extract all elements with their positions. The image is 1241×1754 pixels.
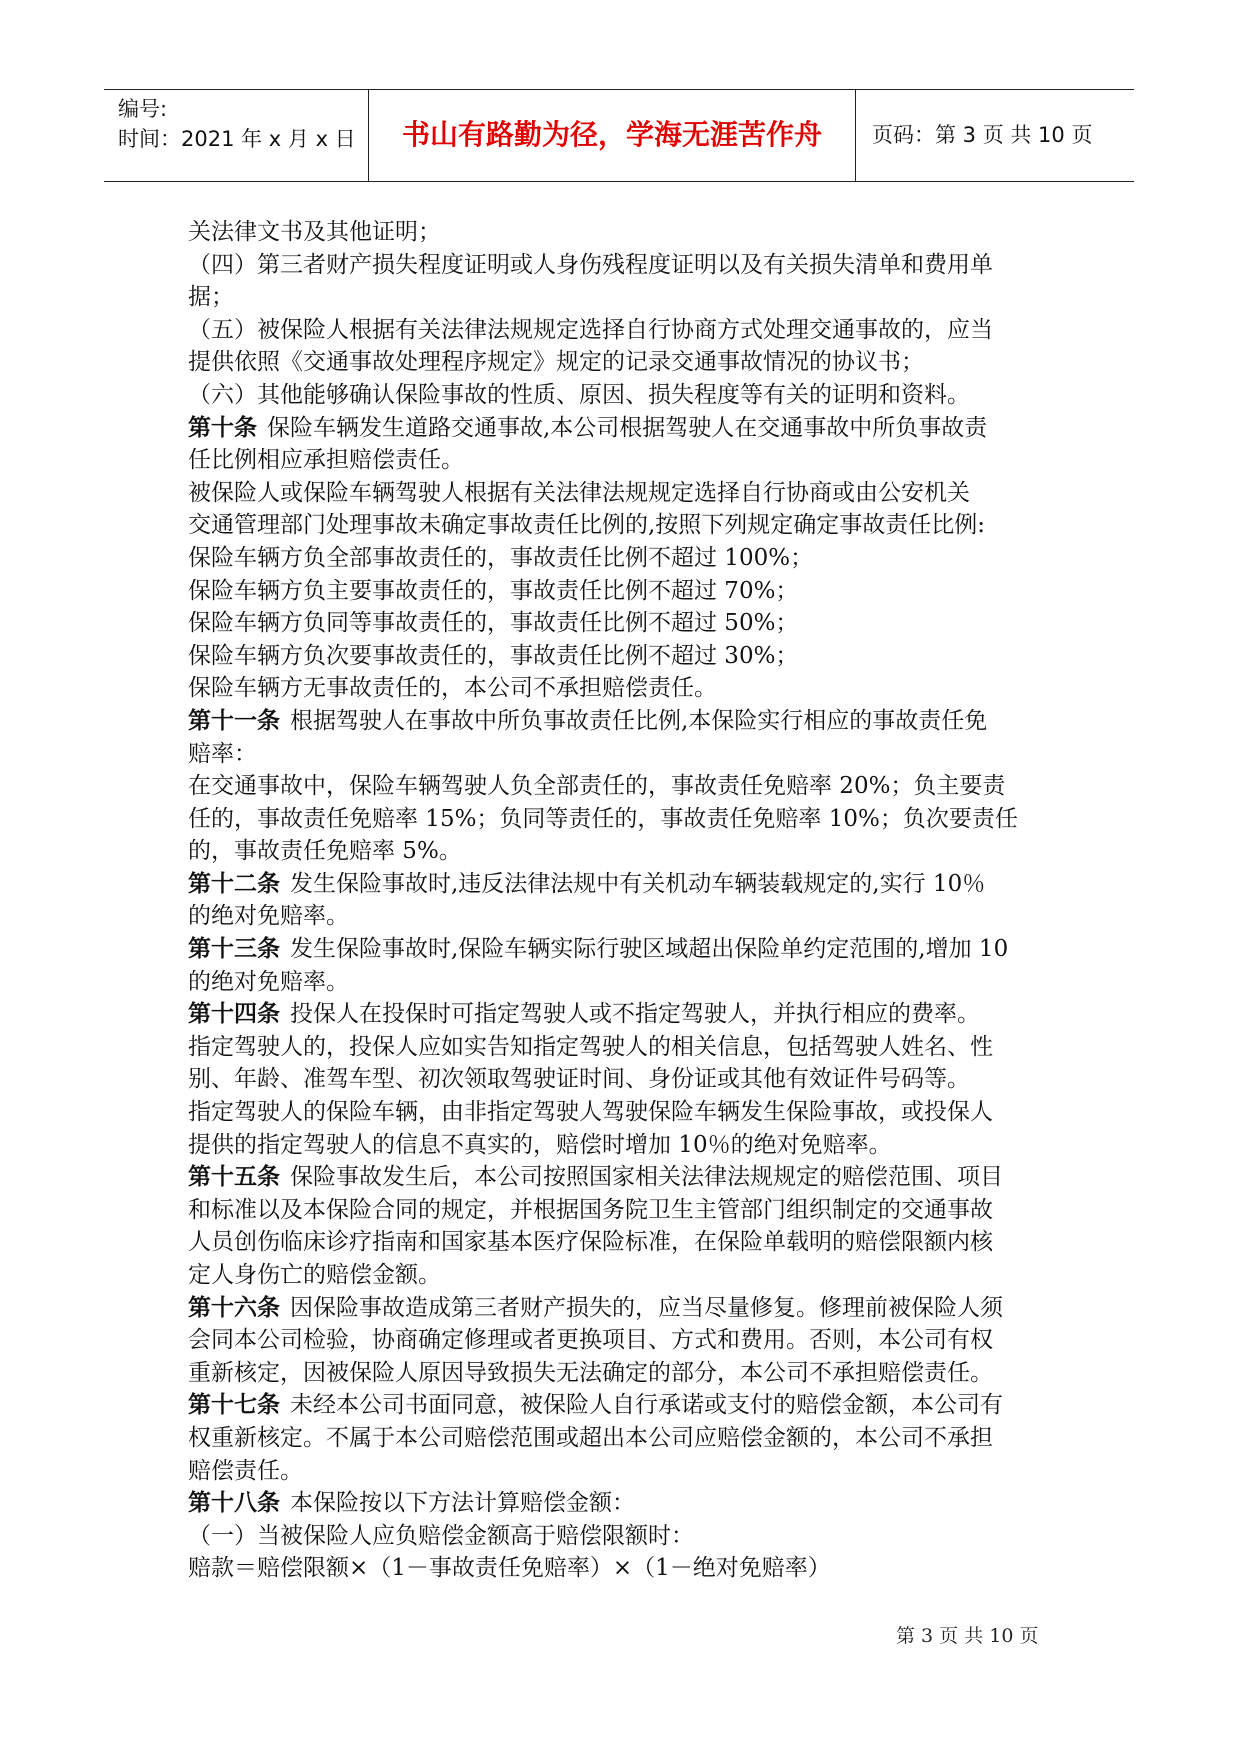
line-text: 指定驾驶人的保险车辆，由非指定驾驶人驾驶保险车辆发生保险事故，或投保人 <box>188 1099 993 1126</box>
line-text: 别、年龄、准驾车型、初次领取驾驶证时间、身份证或其他有效证件号码等。 <box>188 1066 970 1093</box>
article-heading: 第十六条 <box>188 1294 280 1321</box>
article-heading: 第十三条 <box>188 936 280 963</box>
text-line <box>188 575 1068 608</box>
line-text: 发生保险事故时,违反法律法规中有关机动车辆装载规定的,实行 10％ <box>290 870 986 897</box>
text-line <box>188 1292 1068 1325</box>
document-time-label: 时间：2021 年 x 月 x 日 <box>118 127 356 151</box>
article-heading: 第十条 <box>188 414 257 441</box>
text-line <box>188 346 1068 379</box>
text-line <box>188 1226 1068 1259</box>
text-line <box>188 607 1068 640</box>
header-divider-right <box>855 90 856 181</box>
line-text: 据； <box>188 284 234 311</box>
line-text: 保险车辆发生道路交通事故,本公司根据驾驶人在交通事故中所负事故责 <box>267 414 988 441</box>
line-text: 保险车辆方无事故责任的，本公司不承担赔偿责任。 <box>188 675 717 702</box>
text-line <box>188 1455 1068 1488</box>
line-text: 保险车辆方负同等事故责任的，事故责任比例不超过 50%； <box>188 610 799 637</box>
article-heading: 第十一条 <box>188 707 280 734</box>
text-line <box>188 444 1068 477</box>
text-line <box>188 1031 1068 1064</box>
line-text: 指定驾驶人的，投保人应如实告知指定驾驶人的相关信息，包括驾驶人姓名、性 <box>188 1033 993 1060</box>
text-line <box>188 1487 1068 1520</box>
line-text: 的，事故责任免赔率 5%。 <box>188 838 462 865</box>
line-text: 和标准以及本保险合同的规定，并根据国务院卫生主管部门组织制定的交通事故 <box>188 1196 993 1223</box>
text-line <box>188 1194 1068 1227</box>
line-text: 因保险事故造成第三者财产损失的，应当尽量修复。修理前被保险人须 <box>290 1294 1003 1321</box>
line-text: 发生保险事故时,保险车辆实际行驶区域超出保险单约定范围的,增加 10 <box>290 936 1009 963</box>
line-text: 投保人在投保时可指定驾驶人或不指定驾驶人，并执行相应的费率。 <box>290 1001 980 1028</box>
line-text: （六）其他能够确认保险事故的性质、原因、损失程度等有关的证明和资料。 <box>188 381 970 408</box>
text-line <box>188 477 1068 510</box>
line-text: 保险车辆方负次要事故责任的，事故责任比例不超过 30%； <box>188 642 799 669</box>
line-text: 赔率： <box>188 740 257 767</box>
line-text: 赔偿责任。 <box>188 1457 303 1484</box>
header-motto: 书山有路勤为径，学海无涯苦作舟 <box>401 118 822 151</box>
line-text: 权重新核定。不属于本公司赔偿范围或超出本公司应赔偿金额的，本公司不承担 <box>188 1424 993 1451</box>
article-heading: 第十二条 <box>188 870 280 897</box>
line-text: 关法律文书及其他证明； <box>188 219 441 245</box>
document-number-label: 编号: <box>118 97 168 121</box>
text-line <box>188 1259 1068 1292</box>
text-line <box>188 1161 1068 1194</box>
article-heading: 第十七条 <box>188 1392 280 1419</box>
text-line <box>188 314 1068 347</box>
line-text: 本保险按以下方法计算赔偿金额： <box>290 1490 635 1517</box>
text-line <box>188 738 1068 771</box>
line-text: 保险车辆方负全部事故责任的，事故责任比例不超过 100%； <box>188 544 814 571</box>
text-line <box>188 1552 1068 1585</box>
line-text: 在交通事故中，保险车辆驾驶人负全部责任的，事故责任免赔率 20%；负主要责 <box>188 773 1006 800</box>
text-line <box>188 281 1068 314</box>
header-divider-left <box>368 90 369 181</box>
text-line <box>188 933 1068 966</box>
line-text: 任的，事故责任免赔率 15%；负同等责任的，事故责任免赔率 10%；负次要责任 <box>188 805 1018 832</box>
text-line <box>188 803 1068 836</box>
text-line <box>188 509 1068 542</box>
line-text: 被保险人或保险车辆驾驶人根据有关法律法规规定选择自行协商或由公安机关 <box>188 479 970 506</box>
line-text: 任比例相应承担赔偿责任。 <box>188 447 464 474</box>
text-line <box>188 900 1068 933</box>
page-footer-number: 第 3 页 共 10 页 <box>896 1625 1039 1647</box>
line-text: 会同本公司检验，协商确定修理或者更换项目、方式和费用。否则，本公司有权 <box>188 1327 993 1354</box>
line-text: 定人身伤亡的赔偿金额。 <box>188 1262 441 1288</box>
line-text: 人员创伤临床诊疗指南和国家基本医疗保险标准，在保险单载明的赔偿限额内核 <box>188 1229 993 1256</box>
text-line <box>188 705 1068 738</box>
text-line <box>188 1063 1068 1096</box>
text-line <box>188 1357 1068 1390</box>
line-text: （一）当被保险人应负赔偿金额高于赔偿限额时： <box>188 1522 694 1549</box>
text-line <box>188 966 1068 999</box>
line-text: 保险事故发生后，本公司按照国家相关法律法规规定的赔偿范围、项目 <box>290 1164 1003 1191</box>
text-line <box>188 868 1068 901</box>
line-text: 的绝对免赔率。 <box>188 968 349 995</box>
text-line <box>188 640 1068 673</box>
line-text: 保险车辆方负主要事故责任的，事故责任比例不超过 70%； <box>188 577 799 604</box>
line-text: 赔款＝赔偿限额×（1－事故责任免赔率）×（1－绝对免赔率） <box>188 1555 831 1582</box>
text-line <box>188 835 1068 868</box>
line-text: （五）被保险人根据有关法律法规规定选择自行协商方式处理交通事故的，应当 <box>188 316 993 343</box>
line-text: 重新核定，因被保险人原因导致损失无法确定的部分，本公司不承担赔偿责任。 <box>188 1359 993 1386</box>
text-line <box>188 1096 1068 1129</box>
page-header <box>104 89 1134 182</box>
header-page-number: 页码：第 3 页 共 10 页 <box>872 123 1093 147</box>
text-line <box>188 1389 1068 1422</box>
text-line <box>188 1324 1068 1357</box>
text-line <box>188 1129 1068 1162</box>
article-heading: 第十五条 <box>188 1164 280 1191</box>
line-text: 提供依照《交通事故处理程序规定》规定的记录交通事故情况的协议书； <box>188 349 924 376</box>
text-line <box>188 770 1068 803</box>
text-line <box>188 1520 1068 1553</box>
text-line <box>188 672 1068 705</box>
line-text: 提供的指定驾驶人的信息不真实的，赔偿时增加 10％的绝对免赔率。 <box>188 1131 892 1158</box>
text-line <box>188 1422 1068 1455</box>
text-line <box>188 216 1068 249</box>
document-body <box>188 216 1068 1585</box>
article-heading: 第十四条 <box>188 1001 280 1028</box>
text-line <box>188 998 1068 1031</box>
text-line <box>188 412 1068 445</box>
line-text: 根据驾驶人在事故中所负事故责任比例,本保险实行相应的事故责任免 <box>290 707 988 734</box>
text-line <box>188 249 1068 282</box>
text-line <box>188 379 1068 412</box>
line-text: 的绝对免赔率。 <box>188 903 349 930</box>
text-line <box>188 542 1068 575</box>
line-text: 交通管理部门处理事故未确定事故责任比例的,按照下列规定确定事故责任比例: <box>188 512 986 539</box>
article-heading: 第十八条 <box>188 1490 280 1517</box>
line-text: 未经本公司书面同意，被保险人自行承诺或支付的赔偿金额，本公司有 <box>290 1392 1003 1419</box>
line-text: （四）第三者财产损失程度证明或人身伤残程度证明以及有关损失清单和费用单 <box>188 251 993 278</box>
